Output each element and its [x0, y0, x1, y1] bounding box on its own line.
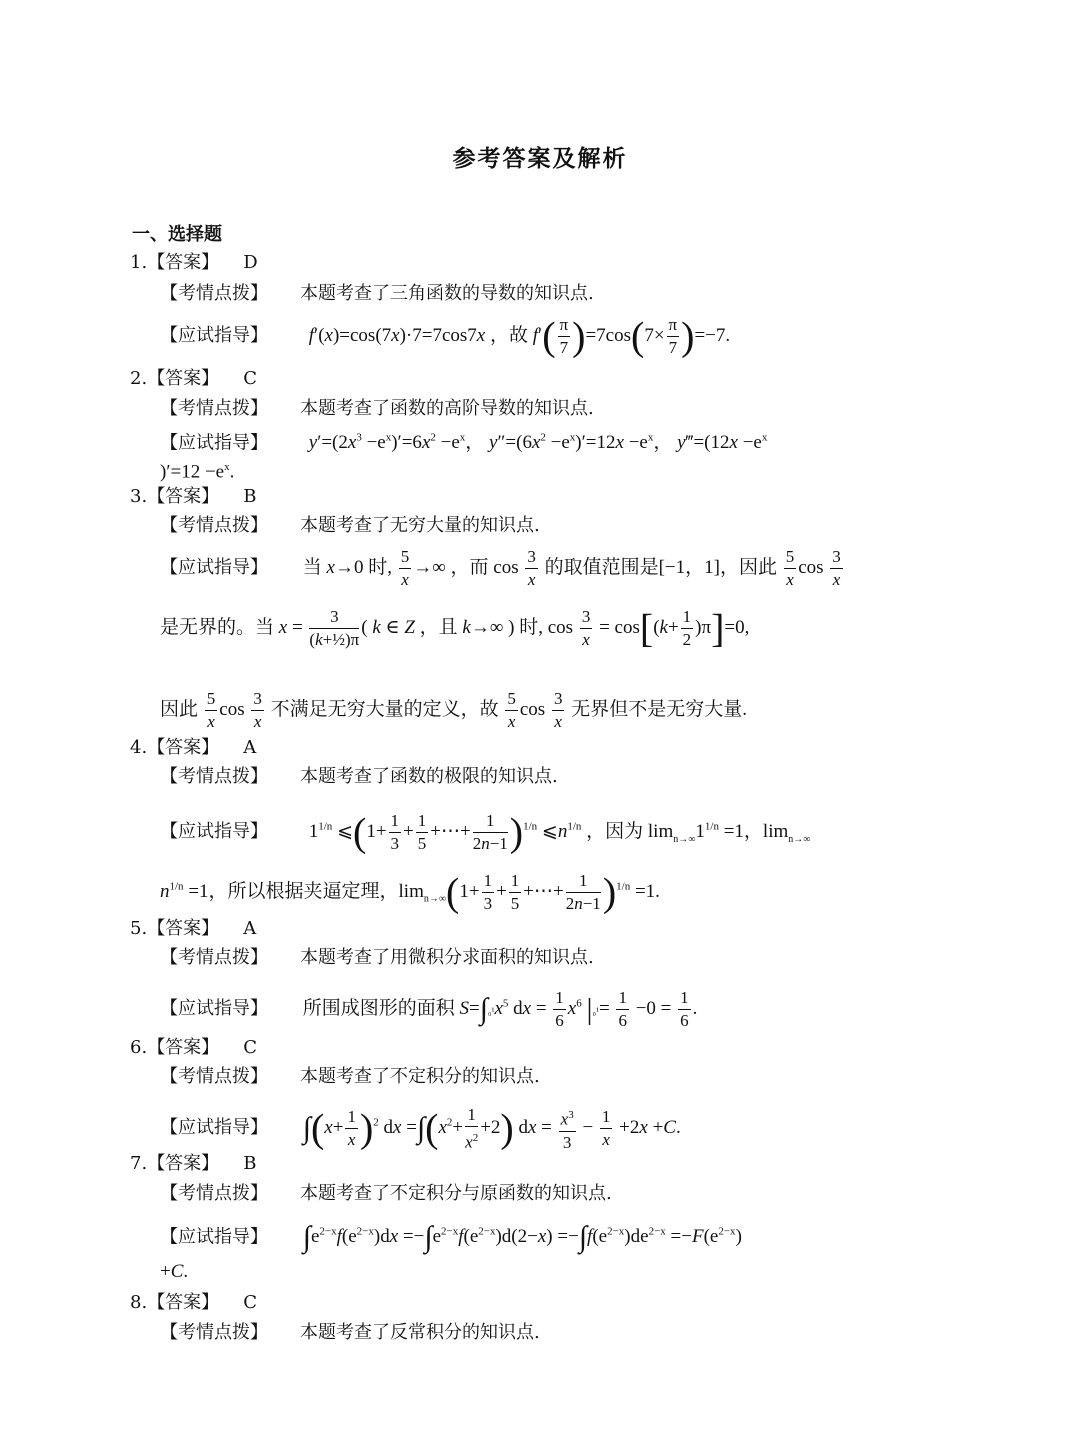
answer-value: B — [243, 486, 257, 507]
item-number: 7. — [130, 1153, 148, 1174]
answer-label: 【答案】 — [147, 1153, 220, 1174]
item-2-guide-line-1: 【应试指导】 $y'=(2x^3 -e^x)'=6x^2 -e^x$， $y''=(6x^2 -e^x)'=12x -e^x$， y‴=(12x $-e^x$ — [160, 432, 768, 454]
item-7-guide-line-2: +C. — [160, 1261, 189, 1282]
point-text: 本题考查了不定积分的知识点. — [300, 1066, 540, 1087]
item-number: 1. — [130, 252, 148, 273]
answer-value: C — [243, 1037, 257, 1058]
answer-value: A — [243, 918, 257, 939]
answer-value: C — [243, 1292, 257, 1313]
item-7-point-line — [160, 1181, 612, 1207]
item-4-answer-line — [130, 735, 256, 761]
item-3-guide-line-3: 因此 $\frac{5}{x}$ cos $\frac{3}{x}$ 不满足无穷大量的定义，故 $\frac{5}{x}$ cos $\frac{3}{x}$ 无界但不是无穷大量. — [160, 689, 747, 731]
point-text: 本题考查了反常积分的知识点. — [300, 1322, 540, 1343]
answer-value: B — [243, 1153, 257, 1174]
answer-label: 【答案】 — [147, 252, 220, 273]
guide-label: 【应试指导】 — [160, 324, 268, 346]
item-3-guide-line-2: 是无界的。当 x = $\frac{3}{\text{(k+½)π}}$ ( k ∈ Z ，且 k→∞ ) 时, cos $\frac{3}{x}$ = cos[(k+ $\frac{1}{2}$ )π]=0, — [160, 605, 750, 651]
point-label: 【考情点拨】 — [160, 515, 268, 536]
point-label: 【考情点拨】 — [160, 1066, 268, 1087]
guide-label: 【应试指导】 — [160, 1117, 268, 1139]
point-label: 【考情点拨】 — [160, 1322, 268, 1343]
item-number: 5. — [130, 918, 148, 939]
answer-label: 【答案】 — [147, 918, 220, 939]
item-5-guide-line: 【应试指导】 所围成图形的面积 $S=\int_0^1x^5$ dx = $\frac{1}{6}$ $x^6$ |₀¹= $\frac{1}{6}$ −0 = $\frac{1}{6}$ . — [160, 988, 698, 1030]
answer-value: D — [243, 252, 258, 273]
answer-label: 【答案】 — [147, 486, 220, 507]
item-4-guide-line-1: 【应试指导】 $1^{1/n}$ ⩽(1+ $\frac{1}{3}$ + $\frac{1}{5}$ +⋯+ $\frac{1}{2n-1}$ )$^{1/n}$ $⩽n^{1/n}$ ，因为 $\lim_{n\to\infty}1^{1/n} =1$，$\lim_{n\to\infty}$ — [160, 809, 811, 855]
item-number: 2. — [130, 368, 148, 389]
point-text: 本题考查了函数的高阶导数的知识点. — [300, 398, 594, 419]
item-8-answer-line — [130, 1290, 257, 1316]
point-text: 本题考查了用微积分求面积的知识点. — [300, 947, 594, 968]
guide-label: 【应试指导】 — [160, 820, 268, 842]
point-label: 【考情点拨】 — [160, 947, 268, 968]
answer-label: 【答案】 — [147, 1292, 220, 1313]
page-title: 参考答案及解析 — [452, 145, 628, 172]
item-6-point-line — [160, 1064, 540, 1090]
answer-label: 【答案】 — [147, 737, 220, 758]
point-text: 本题考查了三角函数的导数的知识点. — [300, 283, 594, 304]
answer-value: A — [243, 737, 257, 758]
item-7-guide-line-1: 【应试指导】 $\int e^{2-x}f(e^{2-x})dx =-\int e^{2-x}f(e^{2-x})d(2-x) =-\int f(e^{2-x})de^{2-x} =-F(e^{2-x})$ — [160, 1220, 742, 1254]
guide-label: 【应试指导】 — [160, 432, 268, 454]
answer-label: 【答案】 — [147, 368, 220, 389]
point-label: 【考情点拨】 — [160, 1183, 268, 1204]
item-number: 6. — [130, 1037, 148, 1058]
point-text: 本题考查了不定积分与原函数的知识点. — [300, 1183, 612, 1204]
item-6-answer-line — [130, 1035, 257, 1061]
answer-value: C — [243, 368, 257, 389]
item-4-point-line — [160, 764, 558, 790]
item-3-point-line — [160, 513, 540, 539]
section-heading: 一、选择题 — [132, 224, 222, 245]
point-text: 本题考查了函数的极限的知识点. — [300, 766, 558, 787]
item-5-answer-line — [130, 916, 256, 942]
item-3-answer-line — [130, 484, 256, 510]
point-text: 本题考查了无穷大量的知识点. — [300, 515, 540, 536]
item-1-answer-line — [130, 250, 258, 276]
item-2-point-line — [160, 396, 594, 422]
point-label: 【考情点拨】 — [160, 283, 268, 304]
item-4-guide-line-2: $n^{1/n} =1$，所以根据夹逼定理，$\lim_{n\to\infty}(1+$ $\frac{1}{3}$ + $\frac{1}{5}$ +⋯+ $\frac{1}{2n-1}$ )$^{1/n}$ =1. — [160, 869, 660, 915]
item-6-guide-line: 【应试指导】 ∫(x+ $\frac{1}{x}$ )$^2$ dx $=\int(x^2+$ $\frac{1}{x^2}$ +2) dx = $\frac{x^3}{3}$ − $\frac{1}{x}$ +2x +C. — [160, 1105, 681, 1152]
item-2-answer-line — [130, 366, 257, 392]
item-number: 3. — [130, 486, 148, 507]
answer-label: 【答案】 — [147, 1037, 220, 1058]
item-2-guide-line-2: )$'=12 -e^x$. — [160, 461, 235, 483]
item-number: 8. — [130, 1292, 148, 1313]
item-1-point-line — [160, 281, 594, 307]
point-label: 【考情点拨】 — [160, 766, 268, 787]
point-label: 【考情点拨】 — [160, 398, 268, 419]
item-8-point-line — [160, 1320, 540, 1346]
guide-label: 【应试指导】 — [160, 997, 268, 1019]
item-number: 4. — [130, 737, 148, 758]
item-1-guide-line: 【应试指导】 f′(x)=cos(7x)·7=7cos7x ，故 f′( $\frac{\pi}{7}$ )=7cos(7× $\frac{\pi}{7}$ )=−7. — [160, 313, 731, 359]
guide-label: 【应试指导】 — [160, 556, 268, 578]
item-5-point-line — [160, 945, 594, 971]
item-3-guide-line-1: 【应试指导】 当 x→0 时, $\frac{5}{x}$ →∞ ，而 cos $\frac{3}{x}$ 的取值范围是[−1，1]，因此 $\frac{5}{x}$ cos $\frac{3}{x}$ — [160, 547, 841, 589]
item-7-answer-line — [130, 1151, 256, 1177]
guide-label: 【应试指导】 — [160, 1226, 268, 1248]
